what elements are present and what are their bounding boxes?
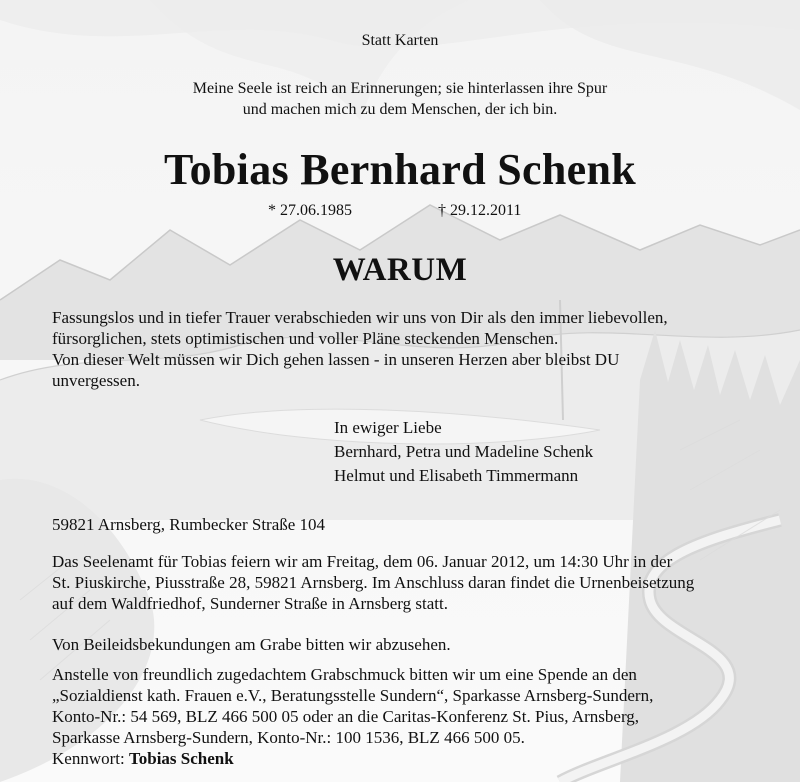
deceased-name: Tobias Bernhard Schenk <box>163 145 637 194</box>
death-date: † 29.12.2011 <box>438 202 522 219</box>
birth-date: * 27.06.1985 <box>268 202 352 219</box>
farewell-paragraph <box>52 307 752 391</box>
paragraph-line: Fassungslos und in tiefer Trauer verabschieden wir uns von Dir als den immer liebevollen, <box>52 308 668 327</box>
paragraph-line: „Sozialdienst kath. Frauen e.V., Beratungsstelle Sundern“, Sparkasse Arnsberg-Sundern, <box>52 686 654 705</box>
paragraph-line: Anstelle von freundlich zugedachtem Grabschmuck bitten wir um eine Spende an den <box>52 665 637 684</box>
paragraph-line: fürsorglichen, stets optimistischen und voller Pläne steckenden Menschen. <box>52 329 559 348</box>
headline: WARUM <box>332 252 468 288</box>
paragraph-line: unvergessen. <box>52 371 140 390</box>
paragraph-line: Das Seelenamt für Tobias feiern wir am Freitag, dem 06. Januar 2012, um 14:30 Uhr in der <box>52 552 673 571</box>
condolence-note: Von Beileidsbekundungen am Grabe bitten wir abzusehen. <box>52 635 451 654</box>
paragraph-line: St. Piuskirche, Piusstraße 28, 59821 Arnsberg. Im Anschluss daran findet die Urnenbeisetzung <box>52 573 695 592</box>
paragraph-line: Sparkasse Arnsberg-Sundern, Konto-Nr.: 100 1536, BLZ 466 500 05. <box>52 728 525 747</box>
service-paragraph <box>52 551 752 614</box>
family-address: 59821 Arnsberg, Rumbecker Straße 104 <box>52 515 326 534</box>
signature-line: Helmut und Elisabeth Timmermann <box>334 466 579 485</box>
keyword-label: Kennwort: <box>52 749 129 768</box>
quote-line: und machen mich zu dem Menschen, der ich bin. <box>242 101 558 118</box>
paragraph-line: Von dieser Welt müssen wir Dich gehen lassen - in unseren Herzen aber bleibst DU <box>52 350 620 369</box>
keyword-value: Tobias Schenk <box>128 749 234 768</box>
signature-line: Bernhard, Petra und Madeline Schenk <box>334 442 594 461</box>
paragraph-line: auf dem Waldfriedhof, Sunderner Straße in Arnsberg statt. <box>52 594 448 613</box>
quote-line: Meine Seele ist reich an Erinnerungen; sie hinterlassen ihre Spur <box>192 80 608 97</box>
donation-paragraph <box>52 664 752 769</box>
signature-line: In ewiger Liebe <box>334 418 442 437</box>
family-signature <box>334 416 593 488</box>
statt-karten-note: Statt Karten <box>361 32 439 49</box>
paragraph-line: Konto-Nr.: 54 569, BLZ 466 500 05 oder an die Caritas-Konferenz St. Pius, Arnsberg, <box>52 707 640 726</box>
keyword-line <box>52 748 752 769</box>
memorial-quote <box>0 78 800 120</box>
